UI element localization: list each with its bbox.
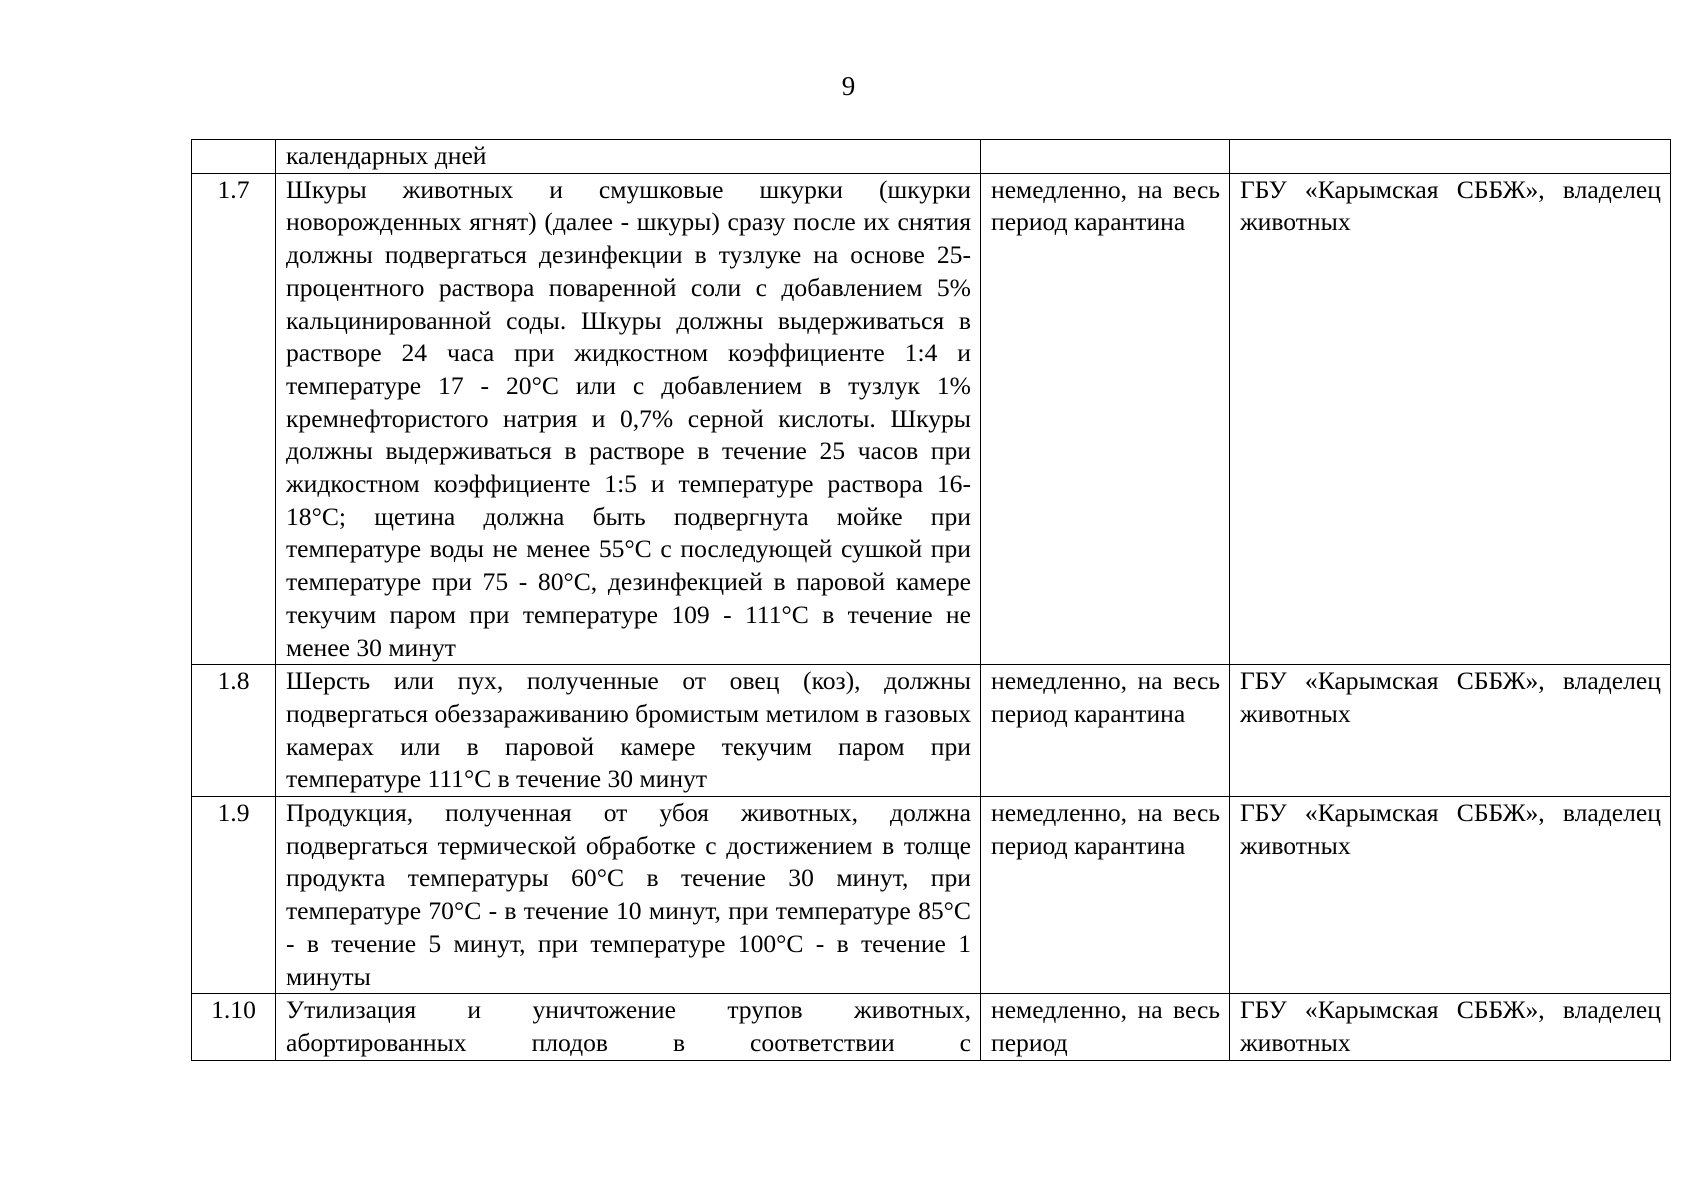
table-row-continuation <box>192 140 1671 174</box>
measure-text-cell: Продукция, полученная от убоя животных, должна подвергаться термической обработке с достижением в толще продукта температуры 60°С в течение 30 минут, при температуре 70°С - в течение 10 минут, при температуре 85°С - в течение 5 минут, при температуре 100°С - в течение 1 минуты <box>276 797 981 994</box>
row-number-cell: 1.10 <box>192 994 276 1060</box>
responsible-cell: ГБУ «Карымская СББЖ», владелец животных <box>1230 797 1671 994</box>
deadline-cell <box>981 140 1230 174</box>
deadline-cell: немедленно, на весь период <box>981 994 1230 1060</box>
responsible-cell: ГБУ «Карымская СББЖ», владелец животных <box>1230 994 1671 1060</box>
measure-text-cell: Утилизация и уничтожение трупов животных, абортированных плодов в соответствии с <box>276 994 981 1060</box>
measure-text-cell: календарных дней <box>276 140 981 174</box>
measure-text-cell: Шерсть или пух, полученные от овец (коз), должны подвергаться обеззараживанию бромистым метилом в газовых камерах или в паровой камере текучим паром при температуре 111°С в течение 30 минут <box>276 665 981 797</box>
responsible-cell: ГБУ «Карымская СББЖ», владелец животных <box>1230 665 1671 797</box>
row-number-cell: 1.7 <box>192 173 276 665</box>
row-number-cell: 1.8 <box>192 665 276 797</box>
table-row <box>192 173 1671 665</box>
responsible-cell: ГБУ «Карымская СББЖ», владелец животных <box>1230 173 1671 665</box>
table-row <box>192 797 1671 994</box>
deadline-cell: немедленно, на весь период карантина <box>981 797 1230 994</box>
row-number-cell <box>192 140 276 174</box>
measure-text-cell: Шкуры животных и смушковые шкурки (шкурки новорожденных ягнят) (далее - шкуры) сразу после их снятия должны подвергаться дезинфекции в тузлуке на основе 25-процентного раствора поваренной соли с добавлением 5% кальцинированной соды. Шкуры должны выдерживаться в растворе 24 часа при жидкостном коэффициенте 1:4 и температуре 17 - 20°С или с добавлением в тузлук 1% кремнефтористого натрия и 0,7% серной кислоты. Шкуры должны выдерживаться в растворе в течение 25 часов при жидкостном коэффициенте 1:5 и температуре раствора 16-18°С; щетина должна быть подвергнута мойке при температуре воды не менее 55°С с последующей сушкой при температуре при 75 - 80°С, дезинфекцией в паровой камере текучим паром при температуре 109 - 111°С в течение не менее 30 минут <box>276 173 981 665</box>
row-number-cell: 1.9 <box>192 797 276 994</box>
page-number: 9 <box>841 71 856 101</box>
measures-table <box>191 139 1671 1061</box>
deadline-cell: немедленно, на весь период карантина <box>981 665 1230 797</box>
deadline-cell: немедленно, на весь период карантина <box>981 173 1230 665</box>
table-row <box>192 665 1671 797</box>
table-row <box>192 994 1671 1060</box>
responsible-cell <box>1230 140 1671 174</box>
